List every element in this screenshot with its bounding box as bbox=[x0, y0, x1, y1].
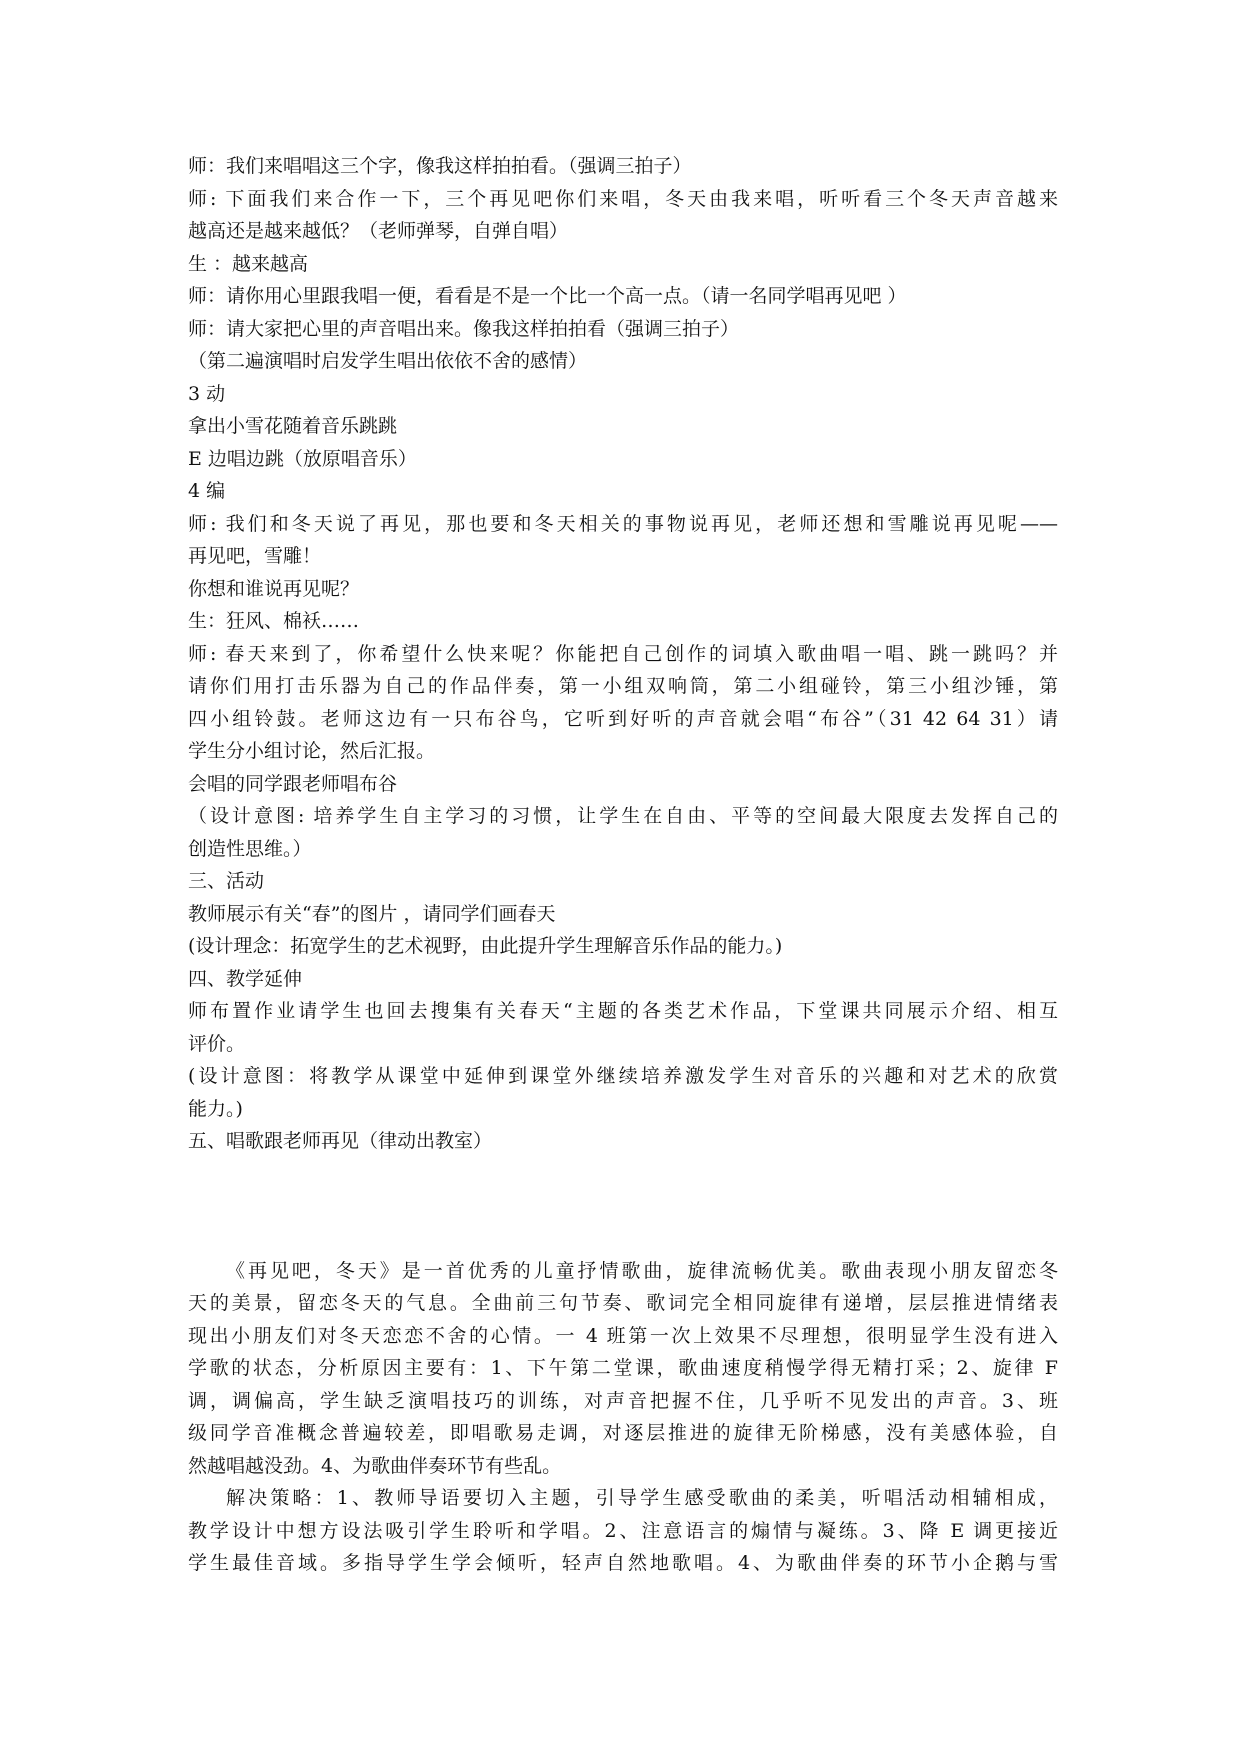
reflection-line: 级同学音准概念普遍较差，即唱歌易走调，对逐层推进的旋律无阶梯感，没有美感体验，自 bbox=[188, 1422, 1058, 1444]
reflection-line: 然越唱越没劲。4、为歌曲伴奏环节有些乱。 bbox=[188, 1454, 562, 1477]
lesson-line: 能力。) bbox=[188, 1097, 243, 1120]
lesson-line: 生：狂风、棉袄…… bbox=[188, 610, 360, 632]
lesson-line: 再见吧，雪雕！ bbox=[188, 545, 322, 567]
lesson-line: 师: 我们和冬天说了再见，那也要和冬天相关的事物说再见，老师还想和雪雕说再见呢—— bbox=[188, 512, 1058, 535]
lesson-line: 师：请你用心里跟我唱一便，看看是不是一个比一个高一点。（请一名同学唱再见吧 ） bbox=[188, 285, 907, 307]
reflection-section bbox=[188, 1255, 1058, 1580]
lesson-line: 评价。 bbox=[188, 1032, 246, 1055]
section-gap bbox=[188, 1158, 1058, 1255]
lesson-line: （设计意图: 培养学生自主学习的习惯，让学生在自由、平等的空间最大限度去发挥自己的 bbox=[188, 805, 1058, 827]
lesson-line: 请你们用打击乐器为自己的作品伴奏，第一小组双响筒，第二小组碰铃，第三小组沙锤，第 bbox=[188, 675, 1058, 697]
lesson-line: 越高还是越来越低？（老师弹琴，自弹自唱） bbox=[188, 220, 569, 242]
lesson-line: 教师展示有关“春”的图片 ，请同学们画春天 bbox=[188, 902, 556, 925]
document-page bbox=[188, 150, 1058, 1580]
lesson-line: （第二遍演唱时启发学生唱出依依不舍的感情） bbox=[188, 350, 588, 372]
lesson-line: 拿出小雪花随着音乐跳跳 bbox=[188, 415, 398, 437]
reflection-line: 调，调偏高，学生缺乏演唱技巧的训练，对声音把握不住，几乎听不见发出的声音。3、班 bbox=[188, 1389, 1058, 1412]
lesson-line: 创造性思维。） bbox=[188, 837, 312, 860]
lesson-line: 师: 春天来到了，你希望什么快来呢？你能把自己创作的词填入歌曲唱一唱、跳一跳吗？并 bbox=[188, 642, 1058, 665]
reflection-line: 现出小朋友们对冬天恋恋不舍的心情。一 4 班第一次上效果不尽理想，很明显学生没有进入 bbox=[188, 1324, 1058, 1347]
lesson-line: 生 ：越来越高 bbox=[188, 252, 309, 275]
lesson-line: 3 动 bbox=[188, 382, 226, 405]
lesson-line: 师：我们来唱唱这三个字，像我这样拍拍看。（强调三拍子） bbox=[188, 155, 692, 177]
reflection-line: 《再见吧，冬天》是一首优秀的儿童抒情歌曲，旋律流畅优美。歌曲表现小朋友留恋冬 bbox=[226, 1259, 1058, 1282]
lesson-line: 会唱的同学跟老师唱布谷 bbox=[188, 772, 398, 795]
reflection-line: 解决策略：1、教师导语要切入主题，引导学生感受歌曲的柔美，听唱活动相辅相成， bbox=[226, 1487, 1058, 1509]
lesson-line: 四小组铃鼓。老师这边有一只布谷鸟，它听到好听的声音就会唱“布谷”（31 42 64 31）请 bbox=[188, 707, 1058, 730]
lesson-line: E 边唱边跳（放原唱音乐） bbox=[188, 447, 417, 470]
lesson-steps-section bbox=[188, 150, 1058, 1158]
lesson-line: 学生分小组讨论，然后汇报。 bbox=[188, 740, 436, 762]
lesson-line: 四、教学延伸 bbox=[188, 967, 303, 990]
reflection-line: 教学设计中想方设法吸引学生聆听和学唱。2、注意语言的煽情与凝练。3、降 E 调更接近 bbox=[188, 1519, 1058, 1542]
lesson-line: (设计意图：将教学从课堂中延伸到课堂外继续培养激发学生对音乐的兴趣和对艺术的欣赏 bbox=[188, 1065, 1058, 1087]
lesson-line: 三、活动 bbox=[188, 870, 265, 892]
lesson-line: 你想和谁说再见呢？ bbox=[188, 577, 360, 600]
lesson-line: 师布置作业请学生也回去搜集有关春天“主题的各类艺术作品，下堂课共同展示介绍、相互 bbox=[188, 1000, 1058, 1022]
reflection-line: 天的美景，留恋冬天的气息。全曲前三句节奏、歌词完全相同旋律有递增，层层推进情绪表 bbox=[188, 1292, 1058, 1314]
reflection-line: 学生最佳音域。多指导学生学会倾听，轻声自然地歌唱。4、为歌曲伴奏的环节小企鹅与雪 bbox=[188, 1552, 1058, 1574]
lesson-line: 五、唱歌跟老师再见（律动出教室） bbox=[188, 1130, 493, 1152]
lesson-line: 师: 下面我们来合作一下，三个再见吧你们来唱，冬天由我来唱，听听看三个冬天声音越来 bbox=[188, 187, 1058, 210]
lesson-line: (设计理念：拓宽学生的艺术视野，由此提升学生理解音乐作品的能力。) bbox=[188, 935, 783, 957]
reflection-line: 学歌的状态，分析原因主要有：1、下午第二堂课，歌曲速度稍慢学得无精打采；2、旋律 F bbox=[188, 1357, 1058, 1379]
lesson-line: 师：请大家把心里的声音唱出来。像我这样拍拍看（强调三拍子） bbox=[188, 317, 740, 340]
lesson-line: 4 编 bbox=[188, 480, 226, 502]
